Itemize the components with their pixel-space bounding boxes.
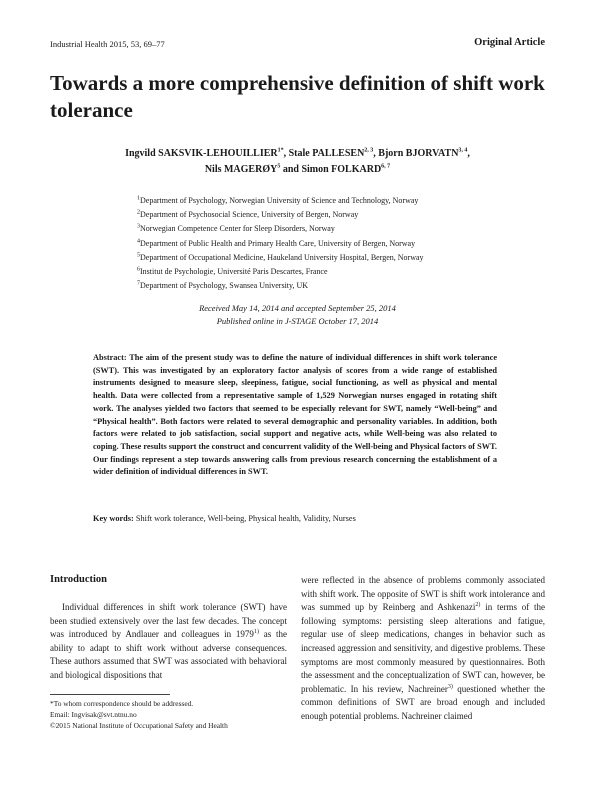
citation-ref: 3)	[447, 683, 453, 690]
citation-ref: 1)	[253, 629, 259, 636]
correspondence-email: Email: Ingvisak@svt.ntnu.no	[50, 710, 137, 719]
affiliation-text: Department of Occupational Medicine, Haukeland University Hospital, Bergen, Norway	[140, 252, 424, 262]
keywords-text: Shift work tolerance, Well-being, Physical health, Validity, Nurses	[135, 514, 356, 523]
body-text: were reflected in the absence of problems commonly associated with shift work. The opposite of SWT is shift work intolerance and was summed up by Reinberg and Ashkenazi	[301, 575, 545, 613]
author-name: Stale PALLESEN	[288, 148, 365, 159]
author-affiliation-marker: 2, 3	[364, 147, 374, 154]
affiliation-item	[137, 237, 424, 251]
author-affiliation-marker: 6, 7	[381, 163, 391, 170]
section-heading-introduction: Introduction	[50, 574, 107, 585]
affiliation-number: 5	[137, 252, 140, 259]
footnote-divider	[50, 694, 170, 695]
article-type-label: Original Article	[474, 37, 545, 48]
paper-title: Towards a more comprehensive definition of shift work tolerance	[50, 71, 545, 122]
journal-reference: Industrial Health 2015, 53, 69–77	[50, 39, 165, 49]
affiliation-number: 4	[137, 237, 140, 244]
body-column-left	[50, 601, 287, 683]
affiliation-item	[137, 194, 424, 208]
affiliation-list	[137, 194, 424, 293]
affiliation-text: Department of Public Health and Primary Health Care, University of Bergen, Norway	[140, 238, 416, 248]
body-text: questioned whether the common definitions of SWT are broad enough and included enough potential problems. Nachreiner claimed	[301, 683, 546, 721]
correspondence-note: *To whom correspondence should be addressed.	[50, 699, 194, 708]
keywords-label: Key words:	[93, 514, 134, 523]
received-date: Received May 14, 2014 and accepted September 25, 2014	[199, 303, 396, 313]
author-list	[70, 146, 525, 178]
author-separator: ,	[373, 148, 379, 159]
author-affiliation-marker: 3, 4	[458, 147, 468, 154]
publication-dates	[100, 302, 495, 328]
keywords	[93, 513, 497, 525]
author-separator: ,	[467, 148, 470, 159]
published-date: Published online in J-STAGE October 17, 2014	[216, 316, 379, 326]
affiliation-text: Norwegian Competence Center for Sleep Disorders, Norway	[140, 224, 335, 234]
author-separator: and	[280, 164, 302, 175]
affiliation-number: 2	[137, 209, 140, 216]
affiliation-text: Institut de Psychologie, Université Paris Descartes, France	[140, 267, 328, 277]
copyright-notice: ©2015 National Institute of Occupational Safety and Health	[50, 721, 228, 730]
affiliation-item	[137, 279, 424, 293]
author-affiliation-marker: 1*	[277, 147, 284, 154]
affiliation-number: 1	[137, 195, 140, 202]
author-affiliation-marker: 5	[277, 163, 281, 170]
author-name: Nils MAGERØY	[204, 164, 278, 175]
abstract	[93, 352, 497, 479]
abstract-text: The aim of the present study was to define the nature of individual differences in shift work tolerance (SWT). This was investigated by an exploratory factor analysis of scores from a wide range of established instruments designed to measure sleep, sleepiness, fatigue, social functioning, as well as physical and mental health. Data were collected from a representative sample of 1,529 Norwegian nurses engaged in rotating shift work. The analyses yielded two factors that seemed to be especially relevant for SWT, namely “Well-being” and “Physical health”. Both factors were related to several demographic and personality variables. In addition, both factors were related to job satisfaction, social support and negative acts, while Well-being was also related to coping. These results support the construct and concurrent validity of the Well-being and Physical factors of SWT. Our findings represent a step towards answering calls from previous research concerning the establishment of a wider definition of individual differences in SWT.	[93, 353, 497, 477]
body-text: as the ability to adapt to shift work without adverse consequences. These authors assumed that SWT was associated with behavioral and biological dispositions that	[50, 629, 287, 680]
affiliation-text: Department of Psychology, Swansea University, UK	[140, 281, 309, 291]
author-name: Simon FOLKARD	[301, 164, 382, 175]
affiliation-number: 3	[137, 223, 140, 230]
affiliation-number: 7	[137, 280, 140, 287]
affiliation-item	[137, 251, 424, 265]
author-separator: ,	[283, 148, 289, 159]
affiliation-item	[137, 265, 424, 279]
affiliation-item	[137, 208, 424, 222]
affiliation-text: Department of Psychosocial Science, University of Bergen, Norway	[140, 210, 359, 220]
affiliation-text: Department of Psychology, Norwegian University of Science and Technology, Norway	[140, 196, 419, 205]
affiliation-item	[137, 222, 424, 236]
body-column-right	[301, 574, 545, 724]
affiliation-number: 6	[137, 266, 140, 273]
body-text: Individual differences in shift work tolerance (SWT) have been studied extensively over the last few decades. The concept was introduced by Andlauer and colleagues in 1979	[50, 602, 287, 640]
author-name: Ingvild SAKSVIK-LEHOUILLIER	[125, 148, 278, 159]
body-text: in terms of the following symptoms: persisting sleep alterations and fatigue, regular use of sleep medications, changes in behavior such as increased aggression and sensitivity, and digestive problems. These symptoms are most commonly measured by questionnaires. Both the assessment and the conceptualization of SWT can, however, be problematic. In his review, Nachreiner	[301, 602, 545, 694]
abstract-label: Abstract:	[93, 353, 127, 362]
footnotes	[50, 698, 228, 731]
citation-ref: 2)	[475, 602, 481, 609]
author-name: Bjorn BJORVATN	[378, 148, 459, 159]
